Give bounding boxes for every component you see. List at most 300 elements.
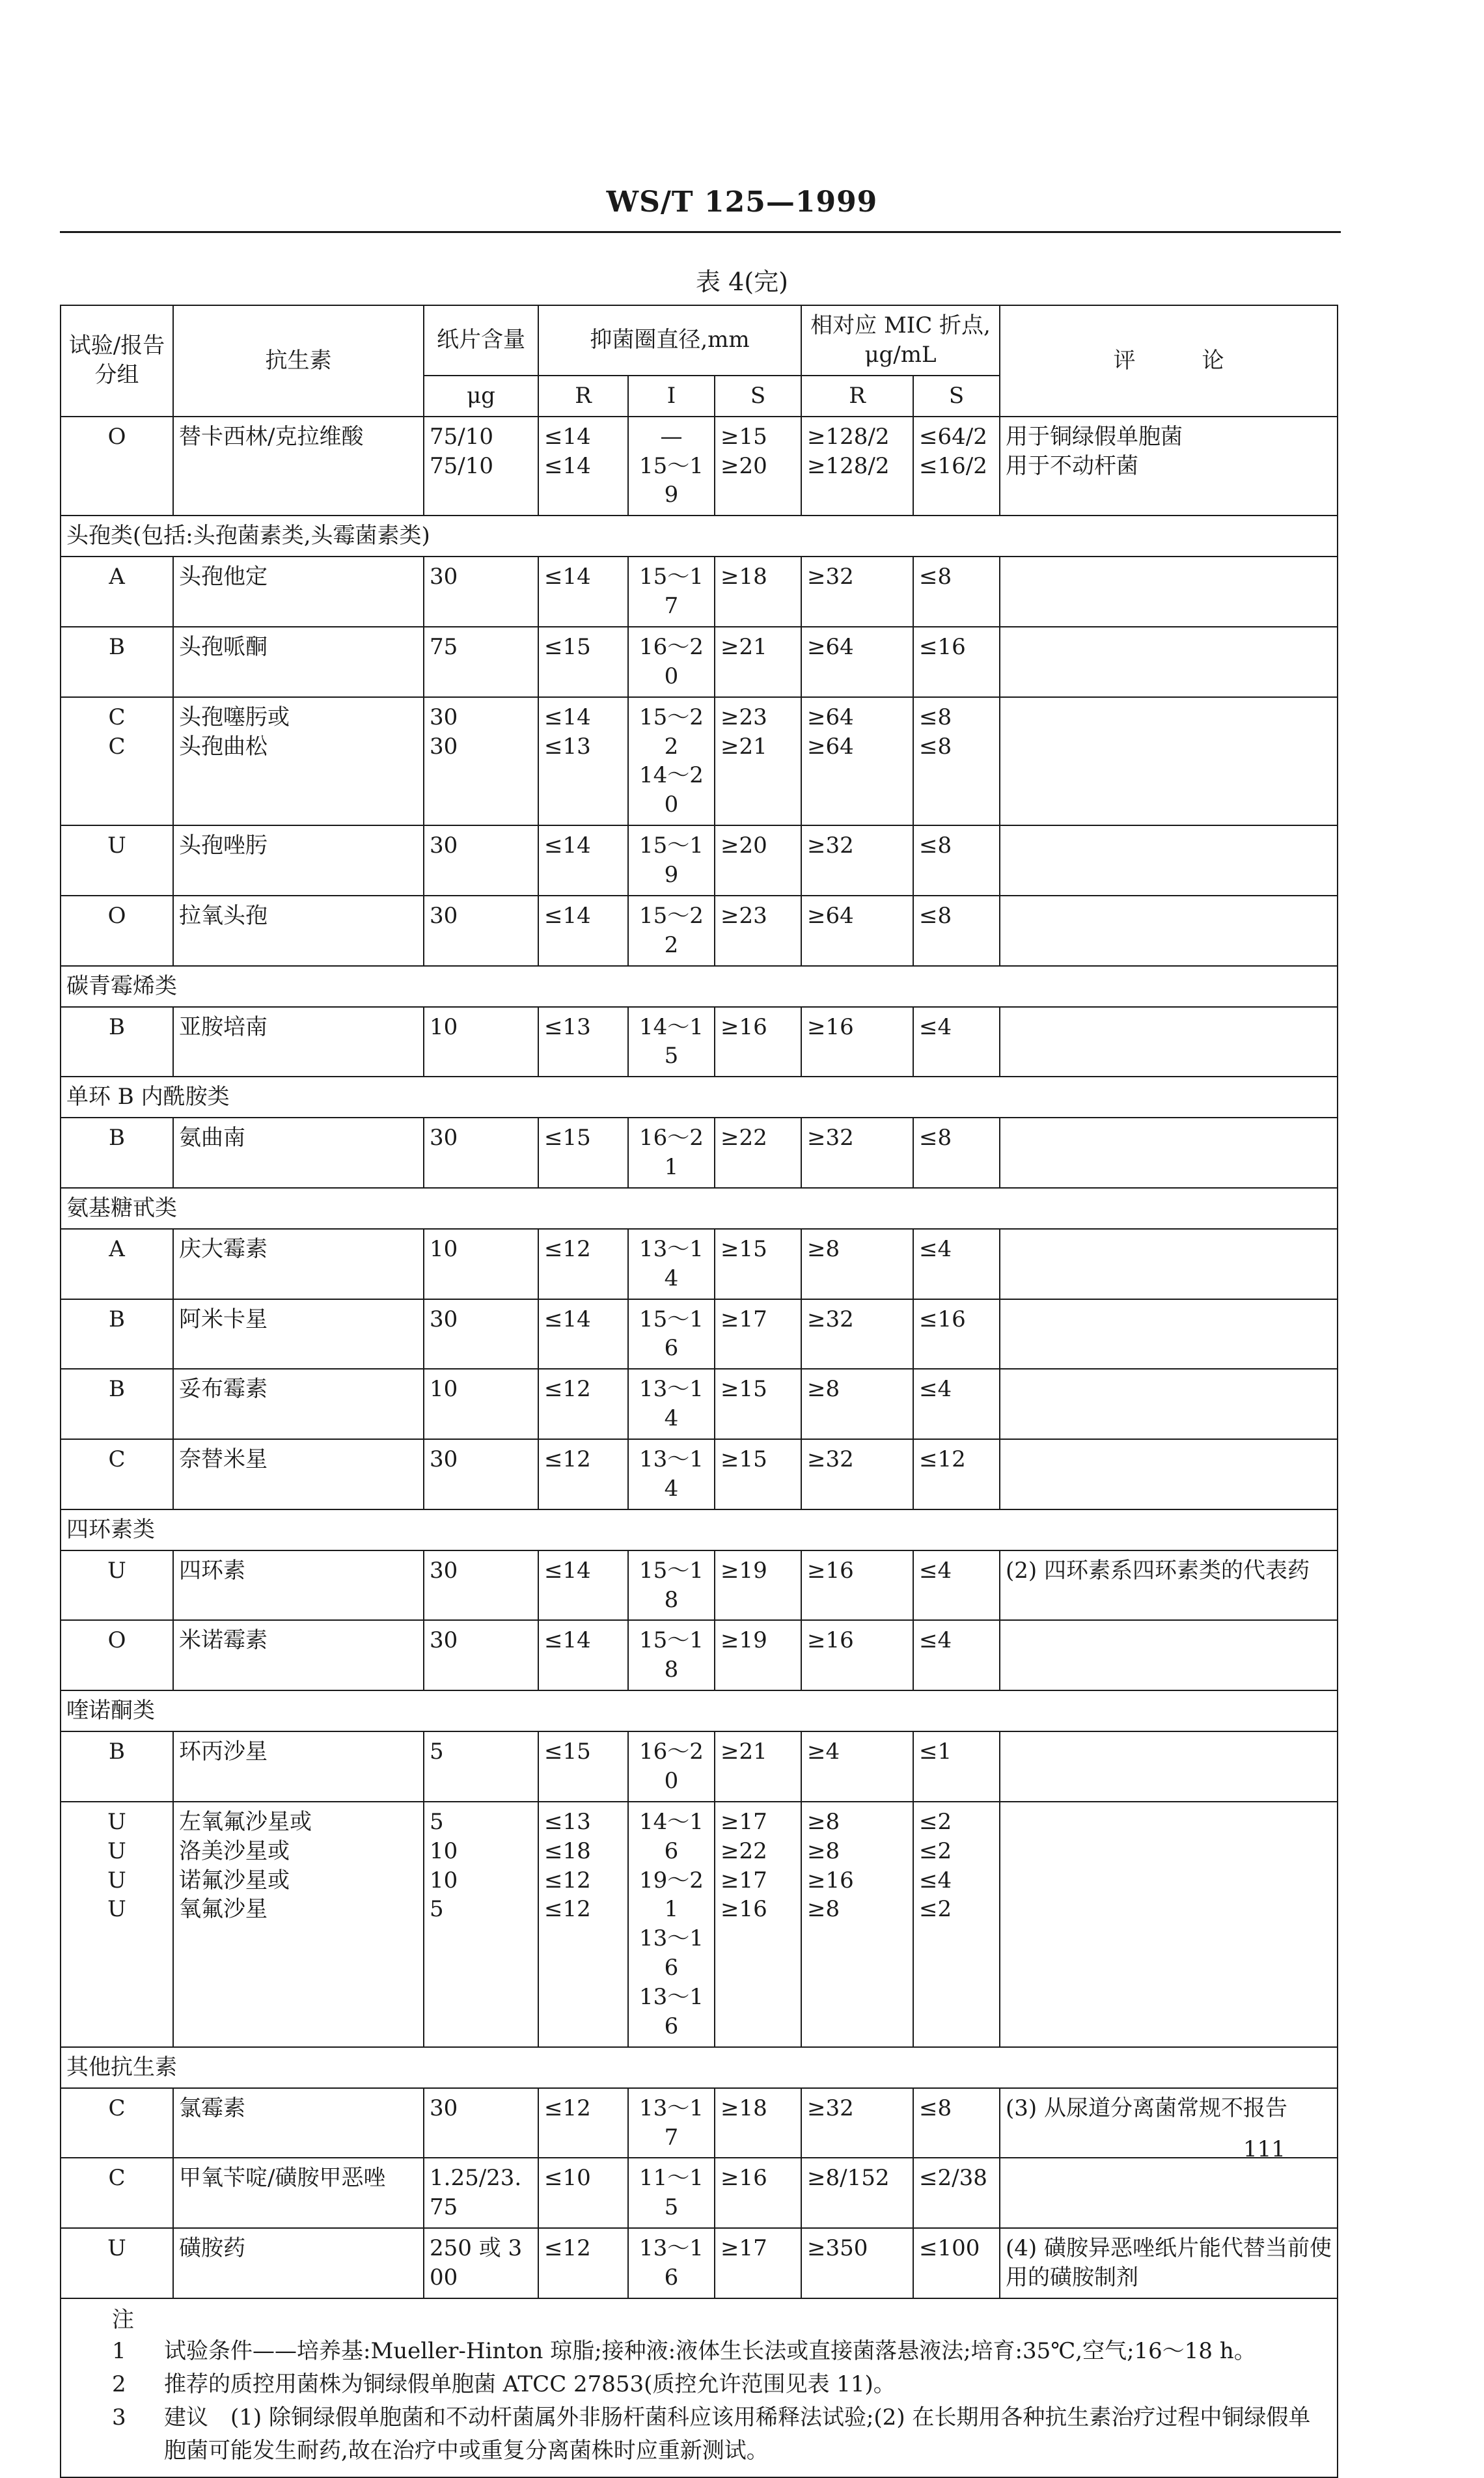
cell-mic-r [801,1731,913,1802]
cell-zone-s-line: ≥17 [721,1306,767,1332]
cell-antibiotic [173,2088,424,2158]
cell-antibiotic [173,1550,424,1621]
cell-zone-i-line: 15～17 [639,564,704,619]
note-number: 2 [112,2371,126,2397]
cell-comment-line [1006,1866,1332,1895]
cell-zone-r-line: ≤18 [544,1838,591,1864]
cell-mic-r-line: ≥8 [807,1896,840,1923]
cell-disk-content-line: 10 [430,1235,458,1262]
cell-zone-r-line: ≤14 [544,564,591,590]
cell-zone-i-line: 15～16 [639,1306,704,1362]
cell-mic-s-line: ≤2 [919,1808,952,1835]
cell-mic-s [913,1620,1000,1690]
cell-mic-r-line: ≥32 [807,1306,854,1332]
cell-zone-s-line: ≥20 [721,833,767,859]
cell-group-line: U [107,833,126,859]
header-rule [60,231,1341,233]
section-label: 四环素类 [61,1509,1338,1550]
cell-comment-line [1006,1013,1332,1042]
cell-group-line: B [109,633,125,660]
cell-zone-s [715,1439,801,1509]
cell-zone-i-line: 13～17 [639,2095,704,2151]
section-label: 头孢类(包括:头孢菌素类,头霉菌素类) [61,516,1338,557]
cell-antibiotic [173,627,424,697]
cell-mic-s-line: ≤4 [919,1557,952,1584]
cell-comment-line [1006,1305,1332,1334]
cell-comment-line [1006,732,1332,762]
cell-zone-i-line: 15～22 [639,704,704,760]
cell-comment-line: (4) 磺胺异恶唑纸片能代替当前使用的磺胺制剂 [1006,2235,1332,2291]
cell-disk-content [424,896,538,966]
cell-zone-r [538,697,628,826]
susceptibility-table [60,305,1338,2478]
table-row [61,896,1338,966]
cell-comment-line: (3) 从尿道分离菌常规不报告 [1006,2095,1287,2121]
col-zone-i: I [628,376,715,417]
cell-zone-r-line: ≤14 [544,1557,591,1584]
cell-disk-content [424,2228,538,2298]
cell-group-line: B [109,1125,125,1151]
cell-group-line [66,452,167,481]
cell-zone-i-line: 15～18 [639,1627,704,1683]
notes-cell [61,2298,1338,2477]
cell-zone-r-line: ≤12 [544,2095,591,2121]
note-text: 试验条件——培养基:Mueller-Hinton 琼脂;接种液:液体生长法或直接菌落悬液法;培育:35℃,空气;16～18 h。 [164,2337,1256,2364]
cell-comment [1000,1229,1338,1299]
col-zone-r: R [538,376,628,417]
cell-zone-r [538,1007,628,1077]
cell-mic-r [801,1620,913,1690]
cell-comment [1000,627,1338,697]
cell-zone-i-line: 13～16 [639,2235,704,2291]
cell-zone-s-line: ≥21 [721,733,767,760]
cell-zone-s-line: ≥22 [721,1838,767,1864]
cell-group [61,1550,173,1621]
cell-zone-r-line: ≤15 [544,633,591,660]
cell-antibiotic [173,2228,424,2298]
cell-zone-r [538,1550,628,1621]
table-row [61,1802,1338,2047]
cell-zone-s [715,825,801,896]
cell-mic-s-line: ≤8 [919,2095,952,2121]
cell-comment [1000,2228,1338,2298]
cell-antibiotic-line: 米诺霉素 [179,1627,268,1654]
cell-group-line: B [109,1013,125,1040]
cell-comment [1000,1118,1338,1188]
cell-comment [1000,1369,1338,1439]
cell-zone-s [715,697,801,826]
cell-zone-s-line: ≥23 [721,704,767,730]
section-row [61,516,1338,557]
cell-zone-i [628,627,715,697]
table-row [61,1229,1338,1299]
cell-zone-r-line: ≤13 [544,1013,591,1040]
cell-zone-s-line: ≥20 [721,452,767,479]
cell-antibiotic-line: 庆大霉素 [179,1235,268,1262]
cell-disk-content [424,1439,538,1509]
note-number: 3 [112,2404,126,2430]
cell-zone-i [628,1369,715,1439]
cell-antibiotic-line: 左氧氟沙星或 [179,1808,312,1835]
table-row [61,825,1338,896]
cell-group-line: U [107,1896,126,1923]
cell-group-line: C [108,733,126,760]
cell-antibiotic [173,1229,424,1299]
section-row [61,1077,1338,1118]
cell-mic-r-line: ≥350 [807,2235,868,2262]
header-row-1 [61,305,1338,376]
cell-mic-r [801,896,913,966]
cell-zone-r [538,1731,628,1802]
cell-antibiotic-line: 妥布霉素 [179,1376,268,1403]
cell-zone-i-line: 15～19 [639,452,704,508]
cell-comment-line [1006,1235,1332,1264]
col-mic-r: R [801,376,913,417]
cell-mic-s-line: ≤4 [919,1376,952,1403]
cell-zone-s [715,627,801,697]
cell-zone-r [538,1369,628,1439]
col-group-header: 试验/报告分组 [61,305,173,417]
table-row [61,2228,1338,2298]
cell-zone-s-line: ≥22 [721,1125,767,1151]
cell-zone-i-line: 13～14 [639,1446,704,1502]
cell-comment [1000,1731,1338,1802]
cell-zone-s-line: ≥16 [721,2165,767,2192]
section-label: 其他抗生素 [61,2047,1338,2088]
cell-zone-i-line: 19～21 [639,1867,704,1923]
cell-zone-i [628,825,715,896]
cell-comment-line [1006,1445,1332,1474]
section-row [61,2047,1338,2088]
cell-disk-content-line: 1.25/23.75 [430,2165,522,2221]
cell-disk-content-line: 30 [430,1557,458,1584]
cell-zone-i [628,1550,715,1621]
cell-antibiotic-line: 替卡西林/克拉维酸 [179,423,364,450]
cell-zone-r-line: ≤14 [544,1306,591,1332]
cell-mic-s [913,1731,1000,1802]
cell-zone-s [715,2158,801,2228]
cell-antibiotic [173,1802,424,2047]
cell-antibiotic-line: 四环素 [179,1557,245,1584]
section-row [61,1188,1338,1229]
cell-comment-line: 用于铜绿假单胞菌 [1006,423,1183,450]
table-row [61,1439,1338,1509]
cell-comment-line [1006,562,1332,592]
cell-zone-r-line: ≤12 [544,1896,591,1923]
cell-zone-i-line: 13～16 [639,1925,704,1981]
cell-disk-content [424,1731,538,1802]
cell-zone-i [628,1439,715,1509]
cell-mic-r [801,1299,913,1370]
cell-antibiotic [173,1118,424,1188]
cell-disk-content [424,1802,538,2047]
cell-disk-content [424,2088,538,2158]
table-row [61,1007,1338,1077]
col-zone-s: S [715,376,801,417]
cell-zone-r-line: ≤14 [544,423,591,450]
cell-group-line: U [107,1838,126,1864]
cell-comment-line [1006,1626,1332,1655]
section-label: 氨基糖甙类 [61,1188,1338,1229]
cell-zone-s-line: ≥15 [721,423,767,450]
cell-mic-r-line: ≥64 [807,633,854,660]
cell-zone-i-line: — [660,423,683,450]
cell-comment [1000,1550,1338,1621]
cell-mic-s-line: ≤4 [919,1013,952,1040]
cell-mic-r [801,417,913,516]
cell-mic-r-line: ≥32 [807,1446,854,1472]
cell-zone-r-line: ≤12 [544,1446,591,1472]
cell-group [61,1802,173,2047]
cell-disk-content [424,1550,538,1621]
cell-disk-content [424,627,538,697]
susceptibility-table-container [60,305,1337,2478]
cell-comment-line: (2) 四环素系四环素类的代表药 [1006,1557,1310,1584]
cell-zone-s-line: ≥17 [721,1867,767,1893]
cell-group-line: U [107,2235,126,2262]
cell-comment [1000,1007,1338,1077]
cell-group [61,1007,173,1077]
cell-zone-r-line: ≤12 [544,1867,591,1893]
cell-group-line: B [109,1376,125,1403]
cell-zone-r-line: ≤12 [544,2235,591,2262]
cell-antibiotic [173,1439,424,1509]
cell-zone-r [538,627,628,697]
cell-zone-i [628,2088,715,2158]
cell-zone-i [628,2228,715,2298]
table-row [61,557,1338,627]
cell-comment-line [1006,2164,1332,2193]
cell-mic-r [801,2088,913,2158]
cell-zone-r [538,1620,628,1690]
col-zone-header: 抑菌圈直径,mm [538,305,801,376]
cell-group-line: U [107,1867,126,1893]
cell-mic-r [801,1007,913,1077]
cell-mic-s-line: ≤64/2 [919,423,987,450]
cell-group [61,1369,173,1439]
cell-mic-s [913,1439,1000,1509]
cell-zone-s [715,1299,801,1370]
col-disk-header: 纸片含量 [424,305,538,376]
notes-row [61,2298,1338,2477]
cell-disk-content-line: 10 [430,1867,458,1893]
cell-antibiotic-line: 拉氧头孢 [179,902,268,929]
cell-group [61,627,173,697]
cell-comment-line [1006,1837,1332,1866]
cell-zone-s-line: ≥21 [721,1739,767,1765]
cell-zone-s-line: ≥15 [721,1376,767,1403]
cell-disk-content-line: 75/10 [430,452,493,479]
cell-zone-r [538,2158,628,2228]
cell-zone-i-line: 16～20 [639,1739,704,1794]
standard-code: WS/T 125—1999 [606,186,878,219]
cell-comment-line [1006,1375,1332,1404]
cell-mic-s-line: ≤2 [919,1838,952,1864]
cell-zone-i-line: 13～14 [639,1235,704,1291]
cell-disk-content-line: 75/10 [430,423,493,450]
cell-group-line: O [107,423,126,450]
cell-zone-i-line: 13～16 [639,1984,704,2039]
cell-disk-content [424,417,538,516]
cell-comment-line [1006,1808,1332,1837]
cell-zone-r [538,417,628,516]
cell-zone-s [715,557,801,627]
cell-zone-r-line: ≤14 [544,1627,591,1654]
cell-mic-s [913,557,1000,627]
cell-group-line: A [109,1235,125,1262]
col-mic-header: 相对应 MIC 折点,μg/mL [801,305,1000,376]
table-row [61,1118,1338,1188]
cell-comment [1000,417,1338,516]
cell-mic-s-line: ≤16 [919,1306,966,1332]
cell-comment [1000,2088,1338,2158]
cell-disk-content-line: 30 [430,2095,458,2121]
cell-group-line: C [108,2095,126,2121]
cell-zone-r-line: ≤15 [544,1125,591,1151]
cell-zone-i-line: 11～15 [639,2165,704,2221]
cell-mic-s [913,1229,1000,1299]
cell-mic-r [801,2228,913,2298]
cell-disk-content [424,1118,538,1188]
cell-mic-s [913,627,1000,697]
table-row [61,417,1338,516]
cell-mic-s-line: ≤8 [919,902,952,929]
cell-group [61,2228,173,2298]
cell-mic-r-line: ≥4 [807,1739,840,1765]
cell-antibiotic-line: 阿米卡星 [179,1306,268,1332]
cell-zone-s [715,1369,801,1439]
note-item [70,2401,1328,2468]
cell-mic-r-line: ≥64 [807,733,854,760]
notes-heading: 注 [112,2306,134,2333]
cell-zone-r-line: ≤10 [544,2165,591,2192]
cell-mic-s [913,2088,1000,2158]
cell-zone-s-line: ≥21 [721,633,767,660]
section-label: 碳青霉烯类 [61,966,1338,1007]
cell-disk-content-line: 30 [430,833,458,859]
cell-mic-r-line: ≥128/2 [807,423,890,450]
table-row [61,1299,1338,1370]
cell-antibiotic [173,1620,424,1690]
cell-zone-r-line: ≤14 [544,452,591,479]
cell-zone-i-line: 15～18 [639,1557,704,1613]
cell-antibiotic-line: 亚胺培南 [179,1013,268,1040]
cell-zone-i-line: 16～21 [639,1125,704,1180]
cell-group [61,2158,173,2228]
cell-antibiotic [173,417,424,516]
cell-zone-r [538,1118,628,1188]
cell-antibiotic-line: 氯霉素 [179,2095,245,2121]
cell-mic-s-line: ≤2 [919,1896,952,1923]
cell-group-line: U [107,1557,126,1584]
cell-zone-i [628,896,715,966]
cell-disk-content [424,1007,538,1077]
cell-mic-s-line: ≤8 [919,1125,952,1151]
cell-group-line: O [107,1627,126,1654]
cell-zone-i [628,1620,715,1690]
cell-zone-s-line: ≥18 [721,564,767,590]
cell-disk-content-line: 30 [430,564,458,590]
cell-mic-r [801,1369,913,1439]
cell-disk-content-line: 30 [430,704,458,730]
cell-mic-r [801,825,913,896]
cell-mic-r-line: ≥64 [807,704,854,730]
cell-zone-r [538,2088,628,2158]
cell-zone-i [628,1802,715,2047]
cell-disk-content-line: 10 [430,1376,458,1403]
cell-zone-s-line: ≥15 [721,1235,767,1262]
section-row [61,1509,1338,1550]
cell-disk-content [424,1620,538,1690]
cell-mic-s-line: ≤4 [919,1627,952,1654]
cell-mic-s-line: ≤8 [919,704,952,730]
section-label: 单环 B 内酰胺类 [61,1077,1338,1118]
cell-mic-r-line: ≥32 [807,1125,854,1151]
cell-comment-line [1006,831,1332,860]
cell-mic-r-line: ≥128/2 [807,452,890,479]
note-item [70,2335,1328,2368]
table-row [61,1550,1338,1621]
cell-group [61,1229,173,1299]
cell-disk-content [424,2158,538,2228]
cell-mic-r-line: ≥16 [807,1867,854,1893]
cell-mic-r-line: ≥32 [807,564,854,590]
cell-disk-content [424,1369,538,1439]
cell-zone-s [715,1007,801,1077]
table-body [61,417,1338,2298]
cell-zone-i-line: 15～19 [639,833,704,888]
cell-mic-r [801,2158,913,2228]
cell-comment-line: 用于不动杆菌 [1006,452,1139,479]
cell-zone-r-line: ≤13 [544,733,591,760]
cell-zone-s-line: ≥19 [721,1557,767,1584]
cell-mic-s-line: ≤16 [919,633,966,660]
cell-antibiotic [173,697,424,826]
cell-zone-s-line: ≥17 [721,1808,767,1835]
table-row [61,2088,1338,2158]
cell-group [61,1620,173,1690]
cell-zone-r-line: ≤12 [544,1376,591,1403]
cell-disk-content [424,1229,538,1299]
cell-mic-s-line: ≤4 [919,1235,952,1262]
cell-antibiotic-line: 诺氟沙星或 [179,1867,290,1893]
cell-comment [1000,1620,1338,1690]
cell-mic-r [801,627,913,697]
col-antibiotic-header: 抗生素 [173,305,424,417]
cell-mic-s-line: ≤8 [919,564,952,590]
section-label: 喹诺酮类 [61,1690,1338,1731]
cell-mic-s [913,1550,1000,1621]
cell-group-line: O [107,902,126,929]
cell-zone-i [628,417,715,516]
cell-disk-content [424,557,538,627]
cell-disk-content-line: 30 [430,1125,458,1151]
cell-comment [1000,1439,1338,1509]
cell-mic-s [913,825,1000,896]
cell-zone-s [715,896,801,966]
cell-mic-s-line: ≤8 [919,833,952,859]
cell-antibiotic [173,2158,424,2228]
cell-comment [1000,697,1338,826]
cell-zone-r [538,1439,628,1509]
cell-group [61,697,173,826]
cell-zone-r [538,825,628,896]
cell-zone-s-line: ≥23 [721,902,767,929]
col-disk-unit: μg [424,376,538,417]
cell-mic-r-line: ≥16 [807,1627,854,1654]
cell-antibiotic-line: 洛美沙星或 [179,1838,290,1864]
cell-zone-s-line: ≥15 [721,1446,767,1472]
